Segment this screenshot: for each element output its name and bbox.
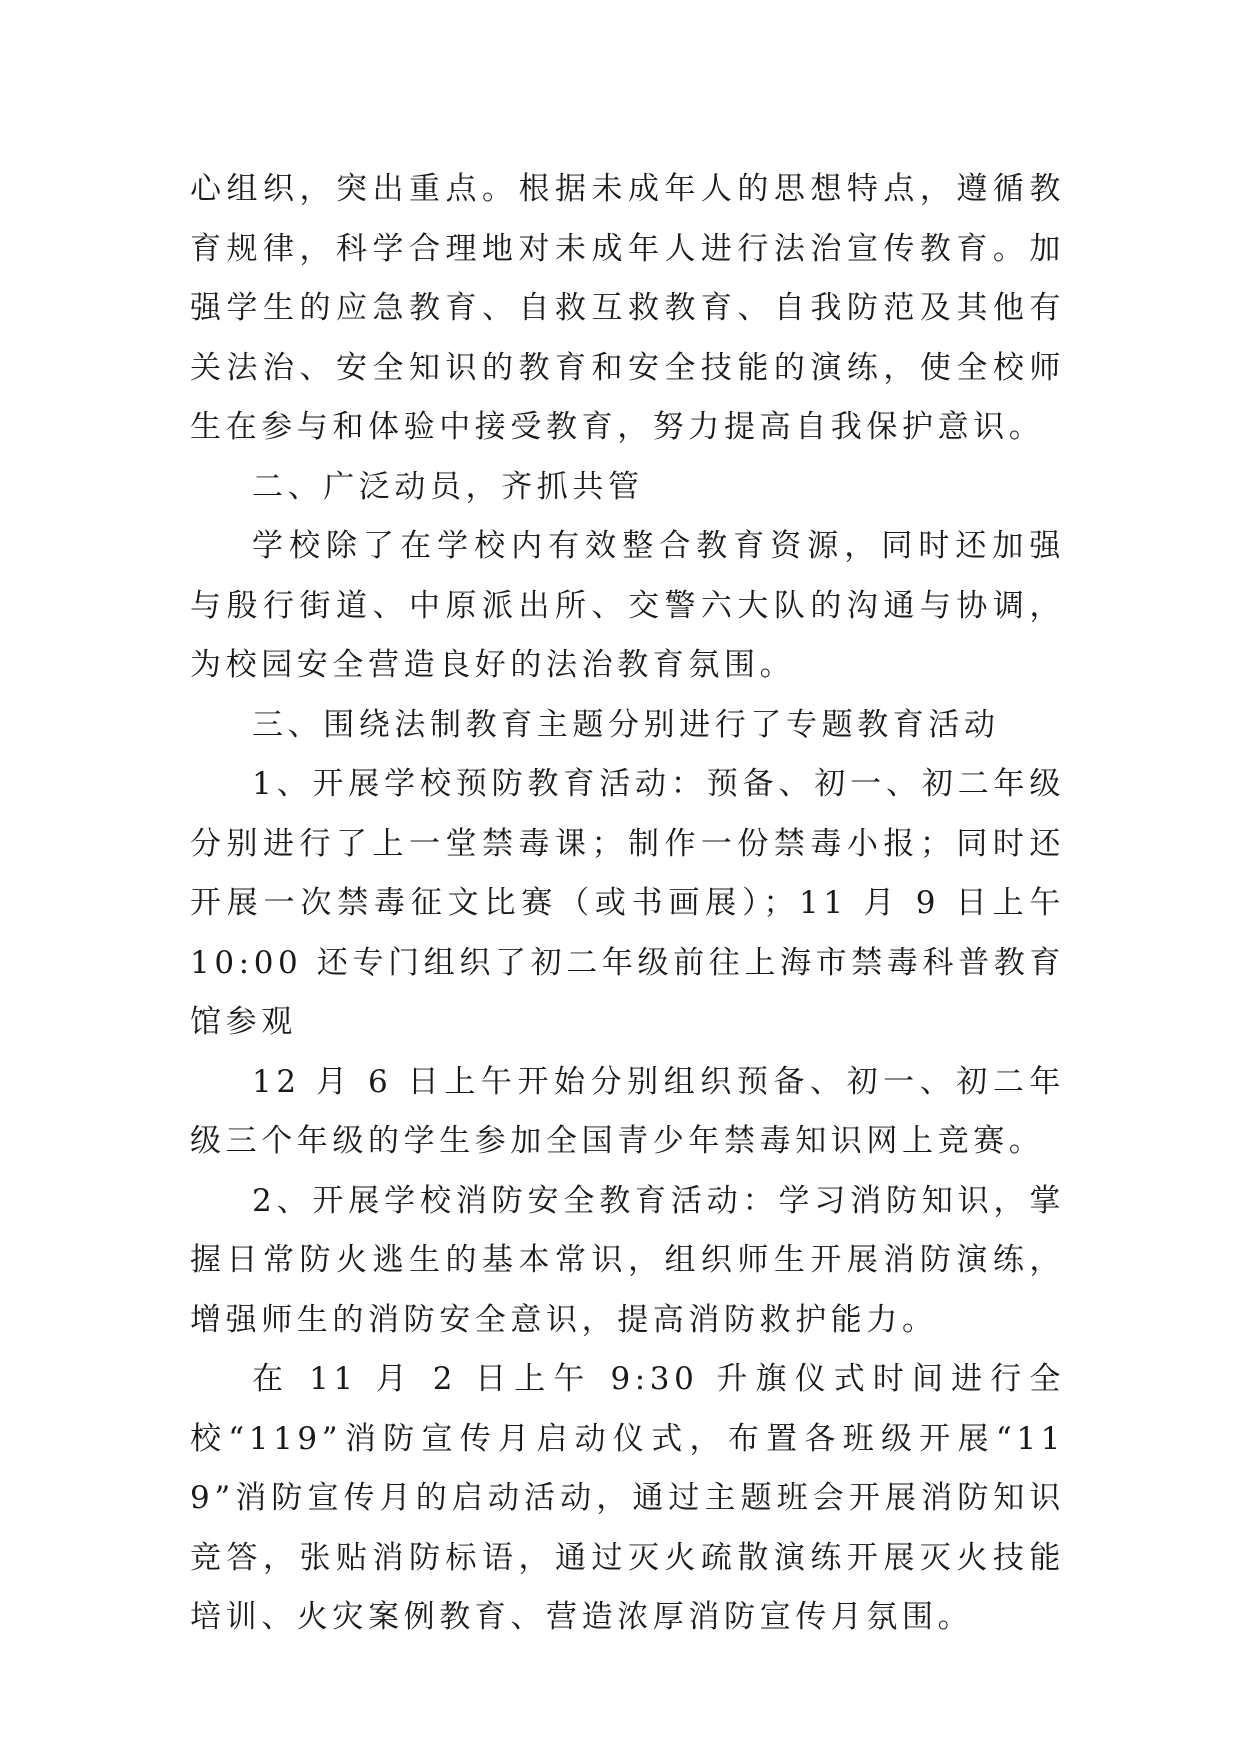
paragraph: 在 11 月 2 日上午 9:30 升旗仪式时间进行全校“119”消防宣传月启动仪式，布置各班级开展“119”消防宣传月的启动活动，通过主题班会开展消防知识竞答，张贴消防标语，通过灭火疏散演练开展灭火技能培训、火灾案例教育、营造浓厚消防宣传月氛围。 [190,1361,1065,1635]
document-body [190,160,1065,1648]
paragraph: 学校除了在学校内有效整合教育资源，同时还加强与殷行街道、中原派出所、交警六大队的沟通与协调，为校园安全营造良好的法治教育氛围。 [190,528,1065,683]
paragraph-continued: 心组织，突出重点。根据未成年人的思想特点，遵循教育规律，科学合理地对未成年人进行法治宣传教育。加强学生的应急教育、自救互救教育、自我防范及其他有关法治、安全知识的教育和安全技能的演练，使全校师生在参与和体验中接受教育，努力提高自我保护意识。 [190,171,1065,445]
paragraph: 1、开展学校预防教育活动：预备、初一、初二年级分别进行了上一堂禁毒课；制作一份禁毒小报；同时还开展一次禁毒征文比赛（或书画展）；11 月 9 日上午 10:00 还专门组织了初二年级前往上海市禁毒科普教育馆参观 [190,766,1065,1040]
section-heading-3: 三、围绕法制教育主题分别进行了专题教育活动 [252,706,1000,743]
paragraph: 2、开展学校消防安全教育活动：学习消防知识，掌握日常防火逃生的基本常识，组织师生开展消防演练，增强师生的消防安全意识，提高消防救护能力。 [190,1182,1065,1338]
section-heading-2: 二、广泛动员，齐抓共管 [252,468,644,505]
paragraph: 12 月 6 日上午开始分别组织预备、初一、初二年级三个年级的学生参加全国青少年禁毒知识网上竞赛。 [190,1063,1065,1159]
